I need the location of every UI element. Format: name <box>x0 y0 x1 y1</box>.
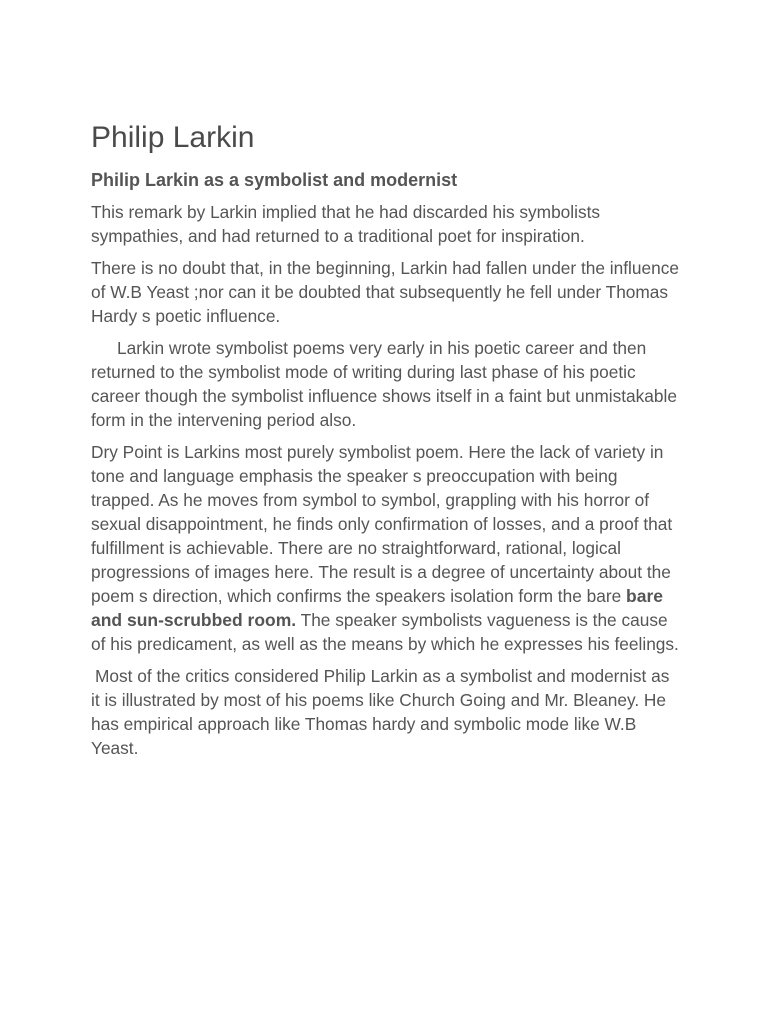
paragraph-4 <box>91 440 681 656</box>
paragraph-4-text-start: Dry Point is Larkins most purely symbolist poem. Here the lack of variety in tone and language emphasis the speaker s preoccupation with being trapped. As he moves from symbol to symbol, grappling with his horror of sexual disappointment, he finds only confirmation of losses, and a proof that fulfillment is achievable. There are no straightforward, rational, logical progressions of images here. The result is a degree of uncertainty about the poem s direction, which confirms the speakers isolation form the bare <box>91 442 673 606</box>
document-page <box>91 120 681 768</box>
paragraph-4-bold-phrase: bare and sun-scrubbed room. <box>91 586 663 630</box>
paragraph-3: Larkin wrote symbolist poems very early in his poetic career and then returned to the symbolist mode of writing during last phase of his poetic career though the symbolist influence shows itself in a faint but unmistakable form in the intervening period also. <box>91 338 677 430</box>
paragraph-2: There is no doubt that, in the beginning, Larkin had fallen under the influence of W.B Yeast ;nor can it be doubted that subsequently he fell under Thomas Hardy s poetic influence. <box>91 258 679 326</box>
page-subtitle: Philip Larkin as a symbolist and modernist <box>91 170 458 190</box>
paragraph-4-text-end: The speaker symbolists vagueness is the cause of his predicament, as well as the means by which he expresses his feelings. <box>91 610 679 654</box>
paragraph-5: Most of the critics considered Philip Larkin as a symbolist and modernist as it is illustrated by most of his poems like Church Going and Mr. Bleaney. He has empirical approach like Thomas hardy and symbolic mode like W.B Yeast. <box>91 666 670 758</box>
paragraph-1: This remark by Larkin implied that he had discarded his symbolists sympathies, and had returned to a traditional poet for inspiration. <box>91 202 601 246</box>
page-title: Philip Larkin <box>91 121 255 154</box>
